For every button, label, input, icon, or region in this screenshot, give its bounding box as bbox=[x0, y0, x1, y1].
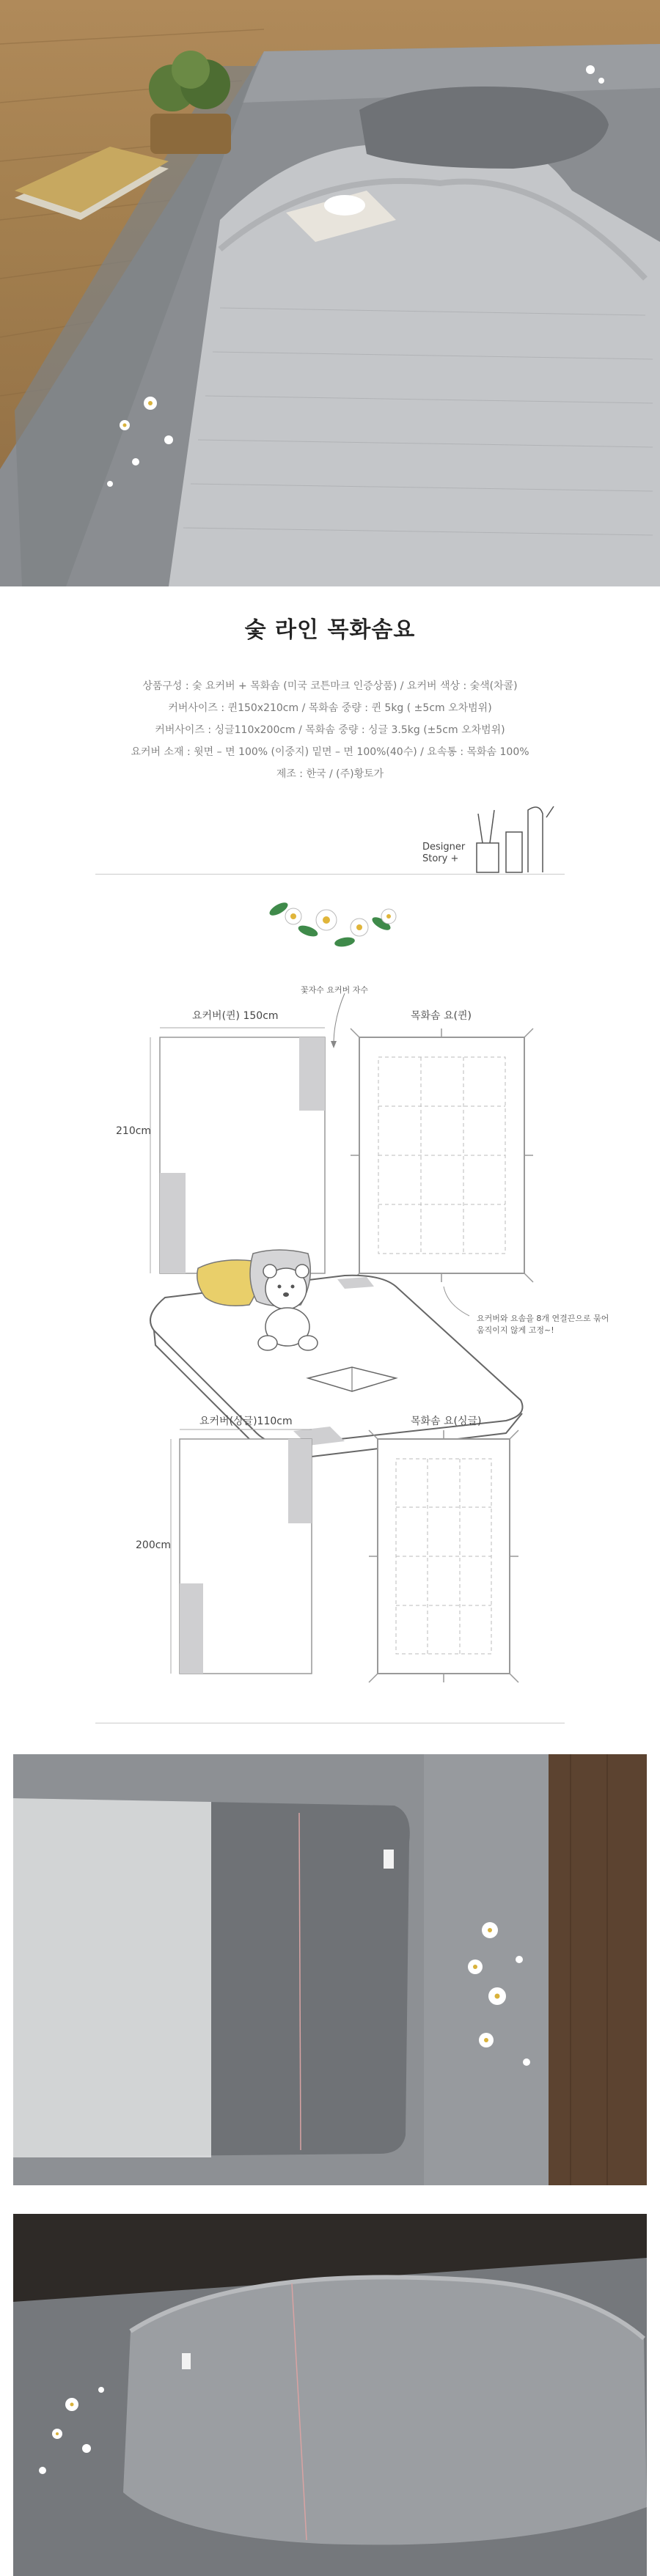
pillow-photo bbox=[13, 1754, 647, 2185]
embroidery-label: 꽃자수 요커버 자수 bbox=[301, 985, 369, 995]
spec-line: 제조 : 한국 / (주)황토가 bbox=[276, 768, 384, 780]
tie-note-line1: 요커버와 요솜을 8개 연결끈으로 묶어 bbox=[477, 1314, 609, 1323]
hero-illustration bbox=[0, 0, 660, 586]
spec-line: 상품구성 : 숯 요커버 + 목화솜 (미국 코튼마크 인증상품) / 요커버 색상 : 숯색(차콜) bbox=[142, 680, 518, 692]
queen-height-label: 210cm bbox=[116, 1125, 152, 1137]
size-diagram bbox=[0, 887, 660, 1730]
hero-photo bbox=[0, 0, 660, 586]
pillow-angle-photo bbox=[13, 2214, 647, 2576]
tie-note-line2: 움직이지 않게 고정~! bbox=[477, 1325, 554, 1335]
embroidery-flower-icon bbox=[268, 900, 396, 949]
designer-label: Designer bbox=[422, 842, 466, 853]
pillow-angle-illustration bbox=[13, 2214, 647, 2576]
single-cotton-label: 목화솜 요(싱글) bbox=[411, 1416, 482, 1427]
designer-story-badge[interactable] bbox=[422, 842, 465, 865]
divider-top bbox=[95, 874, 565, 875]
queen-cover-label: 요커버(퀸) 150cm bbox=[192, 1010, 279, 1022]
queen-cotton-label: 목화솜 요(퀸) bbox=[411, 1010, 472, 1022]
product-title: 숯 라인 목화솜요 bbox=[244, 617, 416, 643]
spec-line: 커버사이즈 : 싱글110x200cm / 목화솜 중량 : 싱글 3.5kg (±5cm 오차범위) bbox=[155, 724, 505, 736]
story-label: Story + bbox=[422, 853, 459, 864]
single-cover-label: 요커버(싱글)110cm bbox=[199, 1416, 293, 1427]
pillow-illustration bbox=[13, 1754, 647, 2185]
sketch-icon bbox=[462, 803, 557, 876]
spec-line: 커버사이즈 : 퀸150x210cm / 목화솜 중량 : 퀸 5kg ( ±5cm 오차범위) bbox=[168, 702, 492, 714]
single-height-label: 200cm bbox=[136, 1539, 172, 1551]
spec-line: 요커버 소재 : 윗면 – 면 100% (이중지) 밑면 – 면 100%(40수) / 요속통 : 목화솜 100% bbox=[131, 746, 529, 758]
